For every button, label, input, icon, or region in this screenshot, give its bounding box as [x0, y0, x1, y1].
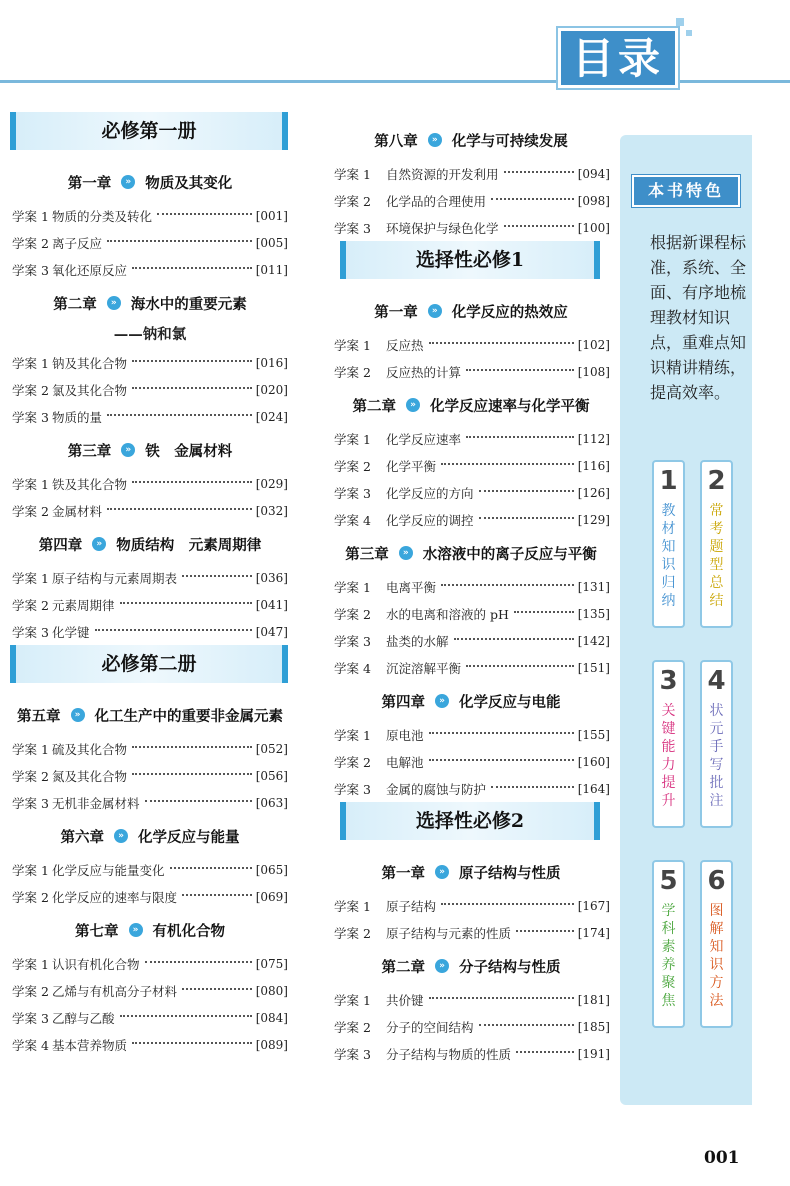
lesson-label: 学案 2 — [12, 983, 49, 999]
page-reference: [116] — [577, 458, 610, 473]
dot-leader — [466, 369, 574, 371]
lesson-title: 水的电离和溶液的 pH — [386, 606, 509, 622]
chapter-number: 第四章 — [38, 537, 83, 554]
toc-entry[interactable] — [0, 202, 300, 229]
chapter-number: 第三章 — [345, 546, 389, 563]
lesson-title: 元素周期律 — [52, 597, 115, 613]
dot-leader — [429, 759, 574, 761]
page-reference: [112] — [577, 431, 610, 446]
chevron-right-icon: » — [121, 175, 135, 189]
chapter-heading — [330, 952, 612, 980]
lesson-title: 氮及其化合物 — [52, 768, 128, 784]
chapter-number: 第四章 — [381, 694, 425, 711]
chapter-heading — [0, 822, 300, 850]
dot-leader — [120, 602, 252, 604]
feature-card — [700, 460, 733, 628]
page-reference: [032] — [255, 503, 288, 518]
chapter-heading — [330, 687, 612, 715]
toc-entry[interactable] — [330, 919, 612, 946]
lesson-label: 学案 1 — [12, 208, 49, 224]
lesson-label: 学案 1 — [12, 476, 49, 492]
lesson-label: 学案 1 — [334, 727, 371, 743]
toc-entry[interactable] — [0, 564, 300, 591]
toc-entry[interactable] — [330, 573, 612, 600]
page-reference: [167] — [577, 898, 610, 913]
chapter-title: 化学反应速率与化学平衡 — [430, 398, 590, 415]
lesson-title: 化学反应的调控 — [386, 512, 474, 528]
chapter-number: 第八章 — [374, 133, 418, 150]
lesson-title: 化学键 — [52, 624, 90, 640]
volume-heading — [340, 241, 600, 279]
page-reference: [001] — [255, 208, 288, 223]
lesson-label: 学案 1 — [12, 355, 49, 371]
lesson-title: 金属材料 — [52, 503, 103, 519]
chapter-title: 化工生产中的重要非金属元素 — [94, 708, 283, 725]
feature-card — [652, 460, 685, 628]
toc-entry[interactable] — [0, 403, 300, 430]
dot-leader — [454, 638, 574, 640]
lesson-label: 学案 3 — [12, 795, 49, 811]
chapter-heading — [330, 297, 612, 325]
dot-leader — [145, 800, 252, 802]
lesson-title: 原子结构 — [386, 898, 437, 914]
dot-leader — [182, 575, 252, 577]
toc-entry[interactable] — [0, 349, 300, 376]
page-reference: [174] — [577, 925, 610, 940]
volume-title: 必修第二册 — [101, 653, 197, 675]
lesson-label: 学案 1 — [334, 166, 371, 182]
page-reference: [020] — [255, 382, 288, 397]
lesson-title: 基本营养物质 — [52, 1037, 128, 1053]
toc-entry[interactable] — [330, 452, 612, 479]
lesson-label: 学案 3 — [334, 781, 371, 797]
page-reference: [075] — [255, 956, 288, 971]
page-reference: [084] — [255, 1010, 288, 1025]
chevron-right-icon: » — [435, 959, 449, 973]
lesson-label: 学案 2 — [334, 458, 371, 474]
lesson-title: 氧化还原反应 — [52, 262, 128, 278]
page-reference: [052] — [255, 741, 288, 756]
page-reference: [131] — [577, 579, 610, 594]
chapter-title: 化学反应与能量 — [138, 829, 240, 846]
page-reference: [181] — [577, 992, 610, 1007]
dot-leader — [479, 490, 574, 492]
lesson-label: 学案 3 — [334, 1046, 371, 1062]
toc-entry[interactable] — [0, 470, 300, 497]
chevron-right-icon: » — [114, 829, 128, 843]
toc-entry[interactable] — [0, 977, 300, 1004]
page-reference: [065] — [255, 862, 288, 877]
page-reference: [135] — [577, 606, 610, 621]
chapter-heading — [0, 289, 300, 317]
dot-leader — [132, 746, 252, 748]
feature-panel — [620, 135, 752, 1105]
chevron-right-icon: » — [107, 296, 121, 310]
volume-title: 选择性必修1 — [415, 249, 525, 271]
lesson-label: 学案 1 — [334, 579, 371, 595]
lesson-title: 环境保护与绿色化学 — [386, 220, 499, 236]
card-number: 2 — [707, 466, 726, 496]
page-reference: [126] — [577, 485, 610, 500]
card-text: 常考题型总结 — [709, 503, 724, 609]
dot-leader — [107, 508, 252, 510]
page-reference: [191] — [577, 1046, 610, 1061]
chapter-title: 铁 金属材料 — [145, 443, 233, 460]
lesson-title: 反应热的计算 — [386, 364, 462, 380]
volume-title: 选择性必修2 — [415, 810, 525, 832]
page-reference: [142] — [577, 633, 610, 648]
lesson-title: 原子结构与元素周期表 — [52, 570, 178, 586]
lesson-label: 学案 1 — [334, 337, 371, 353]
lesson-label: 学案 3 — [334, 485, 371, 501]
lesson-label: 学案 3 — [334, 220, 371, 236]
dot-leader — [157, 213, 252, 215]
lesson-label: 学案 2 — [12, 768, 49, 784]
lesson-label: 学案 3 — [12, 1010, 49, 1026]
chevron-right-icon: » — [121, 443, 135, 457]
lesson-title: 物质的量 — [52, 409, 103, 425]
toc-entry[interactable] — [0, 950, 300, 977]
lesson-title: 认识有机化合物 — [52, 956, 140, 972]
toc-entry[interactable] — [0, 856, 300, 883]
toc-entry[interactable] — [330, 187, 612, 214]
lesson-label: 学案 2 — [12, 597, 49, 613]
lesson-title: 化学平衡 — [386, 458, 437, 474]
lesson-title: 共价键 — [386, 992, 424, 1008]
toc-entry[interactable] — [330, 654, 612, 681]
toc-entry[interactable] — [0, 256, 300, 283]
card-number: 3 — [659, 666, 678, 696]
lesson-title: 化学反应速率 — [386, 431, 462, 447]
lesson-label: 学案 2 — [334, 364, 371, 380]
lesson-title: 原电池 — [386, 727, 424, 743]
lesson-title: 无机非金属材料 — [52, 795, 140, 811]
toc-entry[interactable] — [0, 618, 300, 645]
lesson-label: 学案 2 — [334, 925, 371, 941]
toc-entry[interactable] — [330, 506, 612, 533]
chapter-title: 水溶液中的离子反应与平衡 — [422, 546, 597, 563]
chevron-right-icon: » — [399, 546, 413, 560]
lesson-title: 原子结构与元素的性质 — [386, 925, 512, 941]
page-reference: [160] — [577, 754, 610, 769]
lesson-label: 学案 1 — [12, 956, 49, 972]
chevron-right-icon: » — [92, 537, 106, 551]
lesson-label: 学案 1 — [12, 741, 49, 757]
chapter-heading — [330, 539, 612, 567]
toc-entry[interactable] — [0, 762, 300, 789]
lesson-title: 乙醇与乙酸 — [52, 1010, 115, 1026]
chapter-subtitle: ——钠和氯 — [113, 327, 187, 343]
page-reference: [029] — [255, 476, 288, 491]
page-reference: [151] — [577, 660, 610, 675]
chapter-title: 海水中的重要元素 — [130, 296, 247, 313]
dot-leader — [132, 773, 252, 775]
dot-leader — [479, 1024, 574, 1026]
page-reference: [185] — [577, 1019, 610, 1034]
lesson-title: 离子反应 — [52, 235, 103, 251]
chevron-right-icon: » — [129, 923, 143, 937]
chapter-title: 物质及其变化 — [145, 175, 233, 192]
chapter-heading — [330, 858, 612, 886]
lesson-title: 化学反应的速率与限度 — [52, 889, 178, 905]
page-reference: [100] — [577, 220, 610, 235]
page-number: 001 — [704, 1148, 740, 1168]
lesson-title: 硫及其化合物 — [52, 741, 128, 757]
page-reference: [016] — [255, 355, 288, 370]
lesson-title: 化学反应与能量变化 — [52, 862, 165, 878]
feature-card — [652, 860, 685, 1028]
lesson-title: 自然资源的开发利用 — [386, 166, 499, 182]
card-text: 状元手写批注 — [709, 703, 724, 809]
dot-leader — [466, 436, 574, 438]
page-reference: [089] — [255, 1037, 288, 1052]
lesson-title: 沉淀溶解平衡 — [386, 660, 462, 676]
lesson-title: 分子的空间结构 — [386, 1019, 474, 1035]
chapter-number: 第六章 — [60, 829, 104, 846]
decor-square — [676, 18, 684, 26]
lesson-label: 学案 1 — [334, 992, 371, 1008]
page-reference: [094] — [577, 166, 610, 181]
toc-entry[interactable] — [330, 425, 612, 452]
chapter-heading — [0, 436, 300, 464]
page-reference: [069] — [255, 889, 288, 904]
toc-entry[interactable] — [330, 479, 612, 506]
chevron-right-icon: » — [428, 133, 442, 147]
lesson-label: 学案 1 — [12, 570, 49, 586]
dot-leader — [182, 988, 252, 990]
toc-entry[interactable] — [330, 160, 612, 187]
chapter-title: 分子结构与性质 — [459, 959, 561, 976]
volume-heading — [10, 112, 288, 150]
lesson-title: 金属的腐蚀与防护 — [386, 781, 487, 797]
page-reference: [098] — [577, 193, 610, 208]
volume-heading — [10, 645, 288, 683]
page-reference: [063] — [255, 795, 288, 810]
chapter-number: 第二章 — [352, 398, 396, 415]
chapter-number: 第二章 — [381, 959, 425, 976]
page-reference: [036] — [255, 570, 288, 585]
chapter-heading — [0, 168, 300, 196]
page-reference: [108] — [577, 364, 610, 379]
feature-description: 根据新课程标准，系统、全面、有序地梳理教材知识点，重难点知识精讲精练，提高效率。 — [650, 233, 747, 402]
toc-entry[interactable] — [0, 376, 300, 403]
page-reference: [041] — [255, 597, 288, 612]
lesson-label: 学案 2 — [12, 503, 49, 519]
dot-leader — [120, 1015, 252, 1017]
dot-leader — [441, 584, 574, 586]
feature-card — [652, 660, 685, 828]
chapter-number: 第七章 — [75, 923, 119, 940]
dot-leader — [132, 1042, 252, 1044]
toc-entry[interactable] — [0, 1004, 300, 1031]
lesson-title: 分子结构与物质的性质 — [386, 1046, 512, 1062]
dot-leader — [514, 611, 574, 613]
toc-entry[interactable] — [0, 883, 300, 910]
lesson-label: 学案 3 — [334, 633, 371, 649]
toc-entry[interactable] — [330, 627, 612, 654]
dot-leader — [516, 1051, 574, 1053]
dot-leader — [107, 414, 252, 416]
page-reference: [102] — [577, 337, 610, 352]
lesson-title: 盐类的水解 — [386, 633, 449, 649]
dot-leader — [132, 481, 252, 483]
chapter-title: 原子结构与性质 — [459, 865, 561, 882]
lesson-title: 化学反应的方向 — [386, 485, 474, 501]
toc-entry[interactable] — [330, 331, 612, 358]
chevron-right-icon: » — [406, 398, 420, 412]
toc-entry[interactable] — [0, 497, 300, 524]
page-reference: [164] — [577, 781, 610, 796]
lesson-label: 学案 2 — [334, 193, 371, 209]
lesson-label: 学案 2 — [334, 1019, 371, 1035]
lesson-label: 学案 2 — [334, 754, 371, 770]
card-number: 6 — [707, 866, 726, 896]
dot-leader — [441, 463, 574, 465]
card-text: 图解知识方法 — [709, 903, 724, 1009]
chapter-number: 第三章 — [67, 443, 112, 460]
lesson-title: 氯及其化合物 — [52, 382, 128, 398]
lesson-label: 学案 4 — [12, 1037, 49, 1053]
lesson-title: 铁及其化合物 — [52, 476, 128, 492]
chevron-right-icon: » — [435, 694, 449, 708]
decor-square — [686, 30, 692, 36]
feature-card — [700, 660, 733, 828]
volume-heading — [340, 802, 600, 840]
toc-entry[interactable] — [0, 1031, 300, 1058]
toc-entry[interactable] — [0, 591, 300, 618]
chapter-title: 化学反应与电能 — [459, 694, 561, 711]
lesson-label: 学案 1 — [334, 898, 371, 914]
page-reference: [005] — [255, 235, 288, 250]
toc-left-column — [0, 112, 300, 1058]
lesson-label: 学案 1 — [334, 431, 371, 447]
chapter-heading — [0, 530, 300, 558]
lesson-label: 学案 3 — [12, 262, 49, 278]
dot-leader — [182, 894, 252, 896]
chapter-number: 第一章 — [67, 175, 112, 192]
chapter-heading — [330, 126, 612, 154]
toc-entry[interactable] — [0, 789, 300, 816]
toc-entry[interactable] — [330, 892, 612, 919]
chapter-title: 物质结构 元素周期律 — [116, 537, 262, 554]
lesson-label: 学案 3 — [12, 624, 49, 640]
chapter-title: 化学反应的热效应 — [451, 304, 568, 321]
volume-title: 必修第一册 — [101, 120, 197, 142]
toc-entry[interactable] — [330, 775, 612, 802]
dot-leader — [491, 786, 574, 788]
chapter-title: 化学与可持续发展 — [451, 133, 568, 150]
toc-entry[interactable] — [330, 358, 612, 385]
dot-leader — [429, 997, 574, 999]
dot-leader — [170, 867, 252, 869]
toc-middle-column — [330, 120, 612, 1067]
lesson-title: 钠及其化合物 — [52, 355, 128, 371]
card-text: 关键能力提升 — [661, 703, 676, 809]
chevron-right-icon: » — [71, 708, 85, 722]
feature-card — [700, 860, 733, 1028]
dot-leader — [429, 342, 574, 344]
page-reference: [129] — [577, 512, 610, 527]
dot-leader — [441, 903, 574, 905]
toc-entry[interactable] — [330, 1040, 612, 1067]
toc-entry[interactable] — [330, 600, 612, 627]
card-number: 1 — [659, 466, 678, 496]
dot-leader — [107, 240, 252, 242]
dot-leader — [429, 732, 574, 734]
card-number: 5 — [659, 866, 678, 896]
chapter-title: 有机化合物 — [152, 923, 225, 940]
dot-leader — [95, 629, 252, 631]
lesson-title: 电离平衡 — [386, 579, 437, 595]
toc-entry[interactable] — [330, 214, 612, 241]
lesson-title: 物质的分类及转化 — [52, 208, 153, 224]
page-reference: [011] — [255, 262, 288, 277]
dot-leader — [479, 517, 574, 519]
toc-entry[interactable] — [330, 1013, 612, 1040]
card-text: 教材知识归纳 — [661, 503, 676, 609]
dot-leader — [132, 360, 252, 362]
lesson-title: 电解池 — [386, 754, 424, 770]
chevron-right-icon: » — [435, 865, 449, 879]
page-reference: [056] — [255, 768, 288, 783]
chapter-number: 第五章 — [17, 708, 61, 725]
lesson-title: 化学品的合理使用 — [386, 193, 487, 209]
lesson-label: 学案 4 — [334, 660, 371, 676]
page-reference: [155] — [577, 727, 610, 742]
page-reference: [024] — [255, 409, 288, 424]
dot-leader — [132, 267, 252, 269]
toc-entry[interactable] — [0, 735, 300, 762]
chapter-number: 第一章 — [374, 304, 418, 321]
dot-leader — [491, 198, 574, 200]
chevron-right-icon: » — [428, 304, 442, 318]
dot-leader — [516, 930, 574, 932]
lesson-label: 学案 2 — [334, 606, 371, 622]
toc-entry[interactable] — [330, 748, 612, 775]
chapter-number: 第一章 — [381, 865, 425, 882]
lesson-label: 学案 3 — [12, 409, 49, 425]
toc-entry[interactable] — [0, 229, 300, 256]
lesson-label: 学案 2 — [12, 889, 49, 905]
chapter-heading — [330, 391, 612, 419]
lesson-label: 学案 2 — [12, 382, 49, 398]
toc-entry[interactable] — [330, 721, 612, 748]
page-reference: [047] — [255, 624, 288, 639]
lesson-label: 学案 4 — [334, 512, 371, 528]
dot-leader — [466, 665, 574, 667]
dot-leader — [504, 171, 574, 173]
lesson-title: 乙烯与有机高分子材料 — [52, 983, 178, 999]
dot-leader — [132, 387, 252, 389]
dot-leader — [145, 961, 252, 963]
lesson-title: 反应热 — [386, 337, 424, 353]
card-number: 4 — [707, 666, 726, 696]
dot-leader — [504, 225, 574, 227]
page-reference: [080] — [255, 983, 288, 998]
chapter-heading — [0, 916, 300, 944]
toc-entry[interactable] — [330, 986, 612, 1013]
lesson-label: 学案 2 — [12, 235, 49, 251]
page-title: 目录 — [558, 28, 678, 88]
chapter-number: 第二章 — [53, 296, 97, 313]
feature-title: 本书特色 — [632, 175, 740, 207]
card-text: 学科素养聚焦 — [661, 903, 676, 1009]
chapter-heading — [0, 701, 300, 729]
lesson-label: 学案 1 — [12, 862, 49, 878]
